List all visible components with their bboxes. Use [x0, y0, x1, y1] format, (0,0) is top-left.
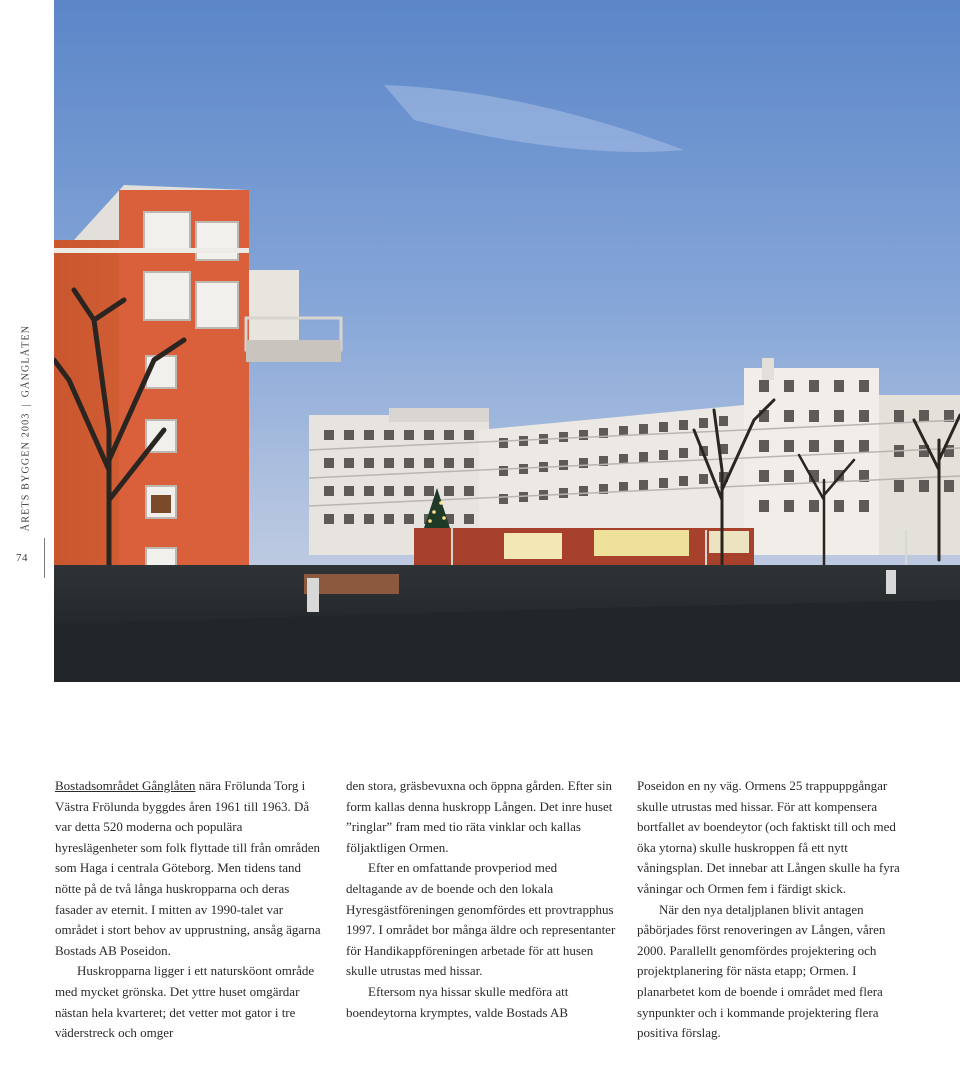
bin-right: [886, 570, 896, 594]
page-rule: [44, 538, 45, 578]
photo-illustration: [54, 0, 960, 682]
running-head-separator: |: [20, 403, 32, 407]
caption-lead: Bostadsområdet Gånglåten: [55, 778, 196, 793]
paragraph: Poseidon en ny väg. Ormens 25 trappuppgångar skulle utrustas med hissar. För att kompensera bortfallet av boendeytor (och faktiskt till och med öka ytorna) skulle huskroppen få ett nytt våningsplan. Det innebar att Lången skulle ha fyra våningar och Ormen fem i färdigt skick.: [637, 778, 900, 896]
running-head-section: GÅNGLÅTEN: [20, 324, 32, 398]
caption-paragraph: [55, 776, 325, 961]
paragraph: När den nya detaljplanen blivit antagen påbörjades först renoveringen av Lången, våren 2000. Parallellt genomfördes projektering och projektplanering för nästa etapp; Ormen. I planarbetet kom de boende i området med flera synpunkter och i kommande projektering flera positiva förslag.: [637, 901, 886, 1041]
running-head: [21, 325, 32, 531]
building-photo: [54, 0, 960, 682]
page-number: 74: [16, 552, 28, 564]
running-head-publication: ÅRETS BYGGEN 2003: [20, 412, 32, 532]
sidebar: [0, 0, 52, 1066]
text-column-2: [346, 776, 616, 1023]
text-column-1: [55, 776, 325, 1044]
bin: [307, 578, 319, 612]
paragraph: Eftersom nya hissar skulle medföra att boendeytorna krymptes, valde Bostads AB: [346, 983, 569, 1020]
paragraph: Efter en omfattande provperiod med deltagande av de boende och den lokala Hyresgästföreningen genomfördes ett provtrapphus 1997. I området bor många äldre och representanter för Handikappföreningen arbetade för att husen skulle utrustas med hissar.: [346, 860, 616, 979]
caption-text: nära Frölunda Torg i Västra Frölunda byggdes åren 1961 till 1963. Då var detta 520 moderna och populära hyreslägenheter som folk flyttade till från områden som Haga i centrala Göteborg. Men tidens tand nötte på de två långa huskropparna och deras fasader av eternit. I mitten av 1990-talet var området i stort behov av upprustning, ansåg ägarna Bostads AB Poseidon.: [55, 778, 321, 958]
text-column-3: [637, 776, 907, 1044]
paragraph: den stora, gräsbevuxna och öppna gården. Efter sin form kallas denna huskropp Lången. Det inre huset ”ringlar” fram med tio räta vinklar och kallas följaktligen Ormen.: [346, 778, 613, 855]
paragraph: Huskropparna ligger i ett natursköont område med mycket grönska. Det yttre huset omgärdar nästan hela kvarteret; det vetter mot gator i tre väderstreck och omger: [55, 963, 315, 1041]
